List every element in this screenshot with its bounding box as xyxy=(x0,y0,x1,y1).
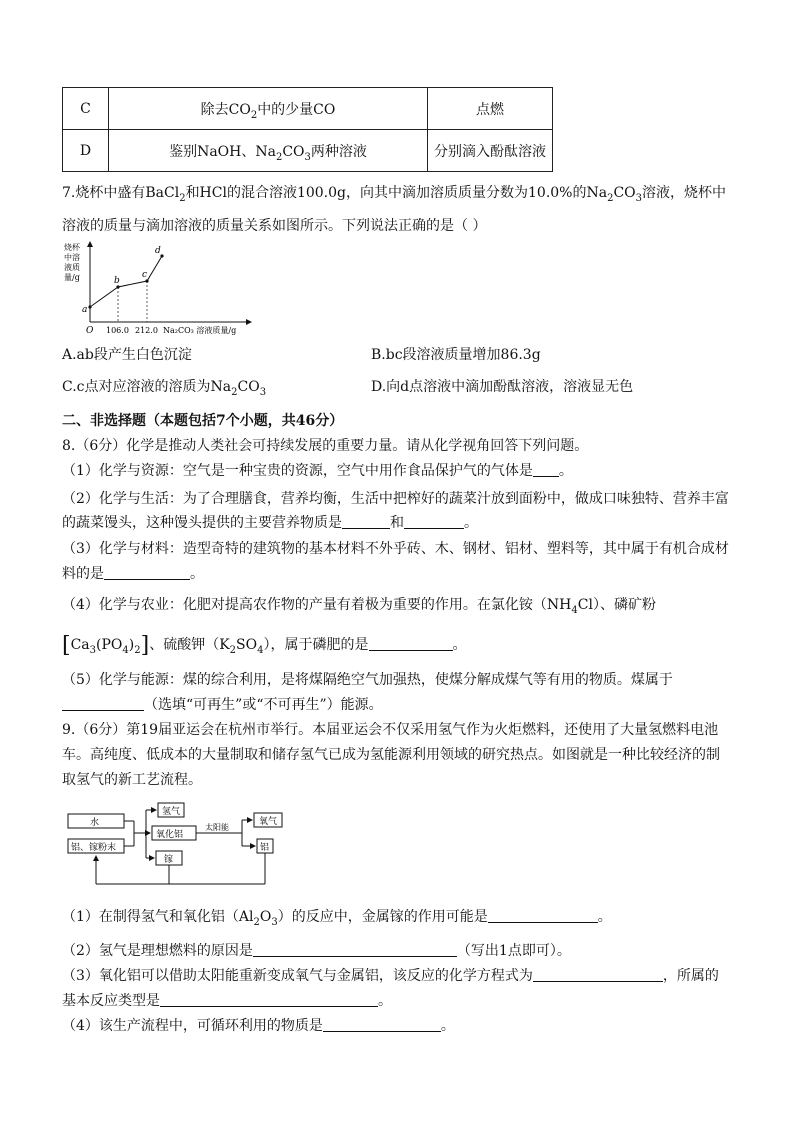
q7-option-d: D.向d点溶液中滴加酚酞溶液，溶液显无色 xyxy=(371,379,634,395)
box-o2-label: 氧气 xyxy=(259,817,278,827)
label-c: c xyxy=(142,270,148,280)
process-flow-diagram xyxy=(62,800,292,890)
answer-blank[interactable] xyxy=(369,636,453,651)
answer-blank[interactable] xyxy=(253,942,457,957)
q9-part1: （1）在制得氢气和氧化铝$(Al_2O_3)$的反应中，金属镓的作用可能是 。 xyxy=(62,909,612,928)
point-d xyxy=(160,254,163,257)
answer-blank[interactable] xyxy=(533,967,663,982)
q7-option-c: C.c点对应溶液的溶质为$Na_2CO_3$ xyxy=(62,379,267,398)
q8-part5-line1: （5）化学与能源：煤的综合利用，是将煤隔绝空气加强热，使煤分解成煤气等有用的物质。煤属于 xyxy=(62,672,673,688)
chart-ylabel: 量/g xyxy=(64,273,80,282)
box-al2o3-label: 氧化铝 xyxy=(156,830,184,840)
label-a: a xyxy=(82,305,88,315)
table-row xyxy=(63,130,553,172)
row-item: 除去$CO_2$中的少量CO xyxy=(109,88,428,130)
q8-part5-line2: （选填“可再生”或“不可再生”）能源。 xyxy=(62,695,383,715)
answer-blank[interactable] xyxy=(404,514,464,529)
box-alloy-label: 铝、镓粉末 xyxy=(71,843,117,853)
answer-blank[interactable] xyxy=(533,462,559,477)
chart-ylabel: 中溶 xyxy=(64,253,80,262)
mass-curve xyxy=(90,256,162,307)
table-row xyxy=(63,88,553,130)
chart-ylabel: 烧杯 xyxy=(64,243,80,252)
x-axis-arrow xyxy=(246,319,252,325)
y-axis-arrow xyxy=(87,241,93,247)
answer-blank[interactable] xyxy=(62,696,144,711)
q8-part4-line1: （4）化学与农业：化肥对提高农作物的产量有着极为重要的作用。在氯化铵$(NH_4Cl)$、磷矿粉 xyxy=(62,597,656,616)
q8-part3-line2: 料的是 。 xyxy=(62,566,204,582)
chart-ylabel: 液质 xyxy=(64,263,80,272)
q9-part2: （2）氢气是理想燃料的原因是 （写出1点即可）。 xyxy=(62,943,571,959)
q8-part3-line1: （3）化学与材料：造型奇特的建筑物的基本材料不外乎砖、木、钢材、铝材、塑料等，其中属于有机合成材 xyxy=(62,541,729,557)
q9-stem-line3: 取氢气的新工艺流程。 xyxy=(62,772,202,788)
q9-part4: （4）该生产流程中，可循环利用的物质是 。 xyxy=(62,1018,455,1034)
row-label: C xyxy=(63,88,109,130)
box-al-label: 铝 xyxy=(260,843,270,853)
solar-label: 太阳能 xyxy=(205,823,229,832)
row-method: 点燃 xyxy=(428,88,553,130)
q9-stem-line1: 9.（6分）第19届亚运会在杭州市举行。本届亚运会不仅采用氢气作为火炬燃料，还使用了大量氢燃料电池 xyxy=(62,722,719,738)
q9-part3-line2: 基本反应类型是 。 xyxy=(62,993,392,1009)
row-label: D xyxy=(63,130,109,172)
row-item: 鉴别NaOH、$Na_2CO_3$两种溶液 xyxy=(109,130,428,172)
x-axis-label: Na₂CO₃ 溶液质量/g xyxy=(163,326,237,335)
label-b: b xyxy=(114,276,120,286)
answer-blank[interactable] xyxy=(488,908,598,923)
q8-intro: 8.（6分）化学是推动人类社会可持续发展的重要力量。请从化学视角回答下列问题。 xyxy=(62,438,589,454)
q8-part1: （1）化学与资源：空气是一种宝贵的资源，空气中用作食品保护气的气体是 。 xyxy=(62,463,573,479)
point-a xyxy=(88,305,91,308)
options-table xyxy=(62,87,553,172)
q7-option-a: A.ab段产生白色沉淀 xyxy=(62,347,192,363)
row-method: 分别滴入酚酞溶液 xyxy=(428,130,553,172)
q7-stem-line2: 溶液的质量与滴加溶液的质量关系如图所示。下列说法正确的是（ ） xyxy=(62,218,487,234)
section-heading: 二、非选择题（本题包括7个小题，共46分） xyxy=(62,413,344,429)
x-tick-label: 212.0 xyxy=(135,326,158,335)
x-tick-label: 106.0 xyxy=(106,326,129,335)
answer-blank[interactable] xyxy=(342,514,390,529)
q8-part4-line2: $[Ca_3(PO_4)_2]$、硫酸钾$(K_2SO_4)$，属于磷肥的是 。 xyxy=(62,633,467,658)
q9-stem-line2: 车。高纯度、低成本的大量制取和储存氢气已成为氢能源利用领域的研究热点。如图就是一种比较经济的制 xyxy=(62,747,720,763)
q8-part2-line2: 的蔬菜馒头，这种馒头提供的主要营养物质是 和 。 xyxy=(62,515,478,531)
answer-blank[interactable] xyxy=(104,565,190,580)
label-d: d xyxy=(155,246,161,256)
q7-stem-line1: 7.烧杯中盛有BaCl$_2$和HCl的混合溶液100.0g，向其中滴加溶质质量分数为10.0%的$Na_2CO_3$溶液，烧杯中 xyxy=(62,185,727,204)
box-ga-label: 镓 xyxy=(164,855,174,865)
answer-blank[interactable] xyxy=(160,992,378,1007)
q7-option-b: B.bc段溶液质量增加86.3g xyxy=(371,347,541,363)
q9-part3-line1: （3）氧化铝可以借助太阳能重新变成氧气与金属铝，该反应的化学方程式为 ，所属的 xyxy=(62,968,719,984)
box-water-label: 水 xyxy=(90,818,100,828)
answer-blank[interactable] xyxy=(323,1017,441,1032)
origin-label: O xyxy=(86,326,94,336)
mass-chart xyxy=(62,240,262,338)
box-h2-label: 氢气 xyxy=(162,807,181,817)
q8-part2-line1: （2）化学与生活：为了合理膳食，营养均衡，生活中把榨好的蔬菜汁放到面粉中，做成口味独特、营养丰富 xyxy=(62,491,729,507)
